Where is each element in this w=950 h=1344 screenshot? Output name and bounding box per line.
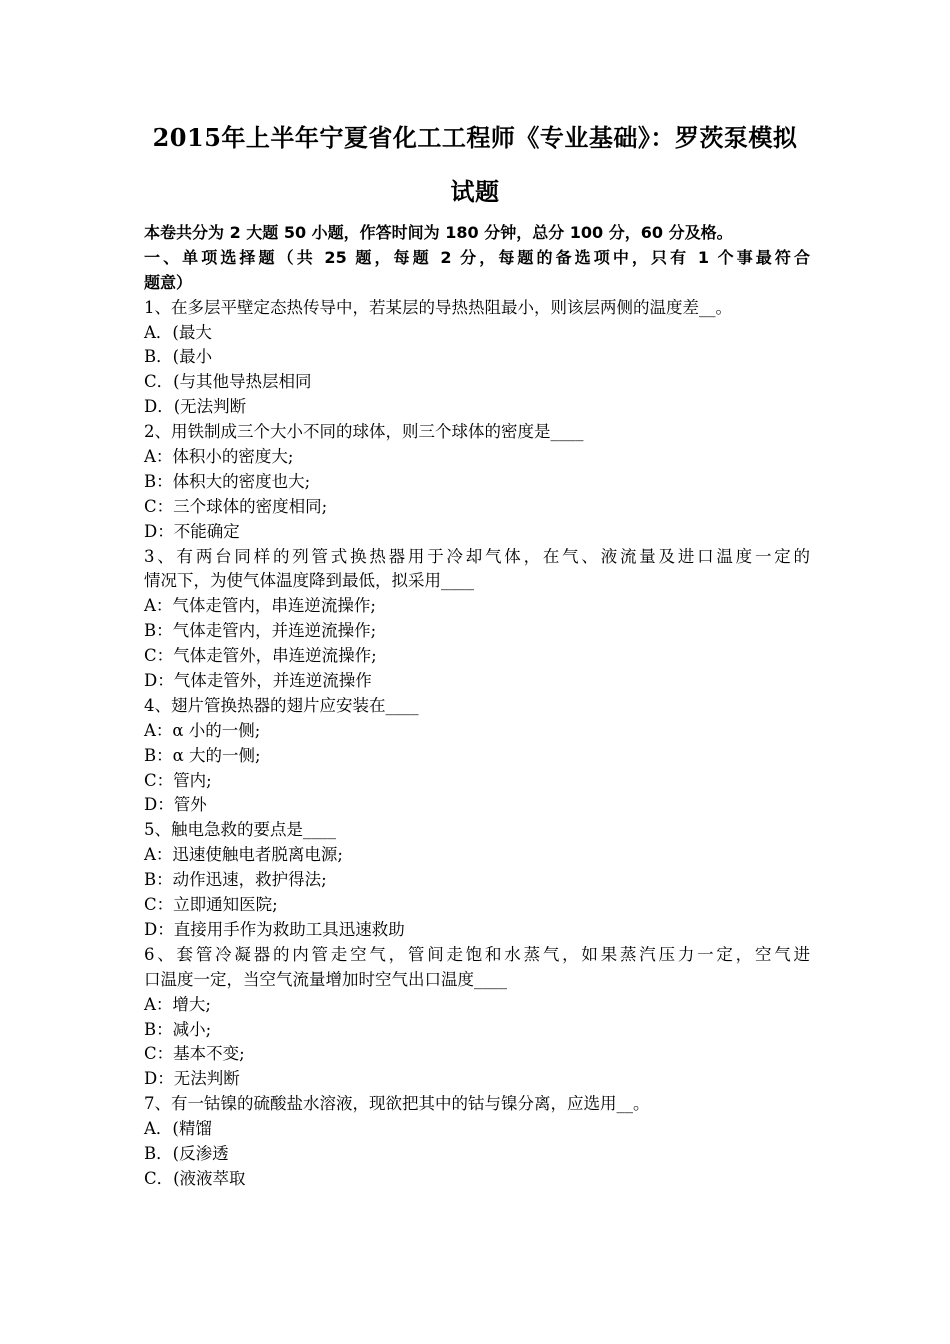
- answer-option: D．(无法判断: [144, 397, 247, 417]
- section-heading: 一、单项选择题（共 25 题，每题 2 分，每题的备选项中，只有 1 个事最符合: [144, 247, 810, 267]
- question-item: [144, 1092, 810, 1192]
- answer-option: B：α 大的一侧;: [144, 745, 261, 765]
- answer-option: D：直接用手作为救助工具迅速救助: [144, 919, 405, 939]
- question-item: [144, 818, 810, 942]
- question-stem: 6、套管冷凝器的内管走空气，管间走饱和水蒸气，如果蒸汽压力一定，空气进: [144, 944, 810, 964]
- exam-intro: 本卷共分为 2 大题 50 小题，作答时间为 180 分钟，总分 100 分，60 分及格。: [144, 223, 733, 242]
- question-item: [144, 296, 810, 420]
- answer-option: C：气体走管外，串连逆流操作;: [144, 646, 377, 666]
- answer-option: C：基本不变;: [144, 1044, 245, 1064]
- question-stem: 2、用铁制成三个大小不同的球体，则三个球体的密度是____: [144, 422, 584, 442]
- question-stem: 7、有一钴镍的硫酸盐水溶液，现欲把其中的钴与镍分离，应选用__。: [144, 1094, 650, 1114]
- answer-option: B．(最小: [144, 347, 213, 367]
- question-item: [144, 943, 810, 1092]
- answer-option: B：动作迅速，救护得法;: [144, 870, 327, 890]
- answer-option: C．(液液萃取: [144, 1168, 246, 1188]
- answer-option: C：管内;: [144, 770, 212, 790]
- document-body: [144, 221, 810, 1192]
- answer-option: C：立即通知医院;: [144, 895, 278, 915]
- question-stem: 3、有两台同样的列管式换热器用于冷却气体，在气、液流量及进口温度一定的: [144, 546, 810, 566]
- question-stem: 情况下，为使气体温度降到最低，拟采用____: [144, 571, 474, 591]
- document-title: 2015年上半年宁夏省化工工程师《专业基础》：罗茨泵模拟: [152, 123, 798, 152]
- question-item: [144, 545, 810, 694]
- question-item: [144, 694, 810, 818]
- answer-option: B．(反渗透: [144, 1143, 229, 1163]
- answer-option: A：α 小的一侧;: [144, 720, 261, 740]
- question-item: [144, 420, 810, 544]
- answer-option: D：管外: [144, 795, 207, 815]
- answer-option: D：无法判断: [144, 1069, 240, 1089]
- answer-option: A：体积小的密度大;: [144, 447, 294, 467]
- answer-option: D：不能确定: [144, 521, 240, 541]
- answer-option: A．(精馏: [144, 1119, 212, 1139]
- section-heading-continued: 题意）: [144, 272, 193, 292]
- document-title-continued: 试题: [450, 177, 500, 206]
- answer-option: A：迅速使触电者脱离电源;: [144, 845, 343, 865]
- answer-option: C．(与其他导热层相同: [144, 372, 312, 392]
- answer-option: A．(最大: [144, 322, 212, 342]
- answer-option: A：增大;: [144, 994, 211, 1014]
- question-stem: 口温度一定，当空气流量增加时空气出口温度____: [144, 969, 507, 989]
- answer-option: C：三个球体的密度相同;: [144, 496, 328, 516]
- question-list: [144, 296, 810, 1192]
- answer-option: A：气体走管内，串连逆流操作;: [144, 596, 376, 616]
- question-stem: 4、翅片管换热器的翅片应安装在____: [144, 695, 419, 715]
- answer-option: D：气体走管外，并连逆流操作: [144, 671, 372, 691]
- answer-option: B：气体走管内，并连逆流操作;: [144, 621, 377, 641]
- answer-option: B：减小;: [144, 1019, 212, 1039]
- answer-option: B：体积大的密度也大;: [144, 471, 311, 491]
- question-stem: 1、在多层平壁定态热传导中，若某层的导热热阻最小，则该层两侧的温度差__。: [144, 297, 732, 317]
- question-stem: 5、触电急救的要点是____: [144, 820, 336, 840]
